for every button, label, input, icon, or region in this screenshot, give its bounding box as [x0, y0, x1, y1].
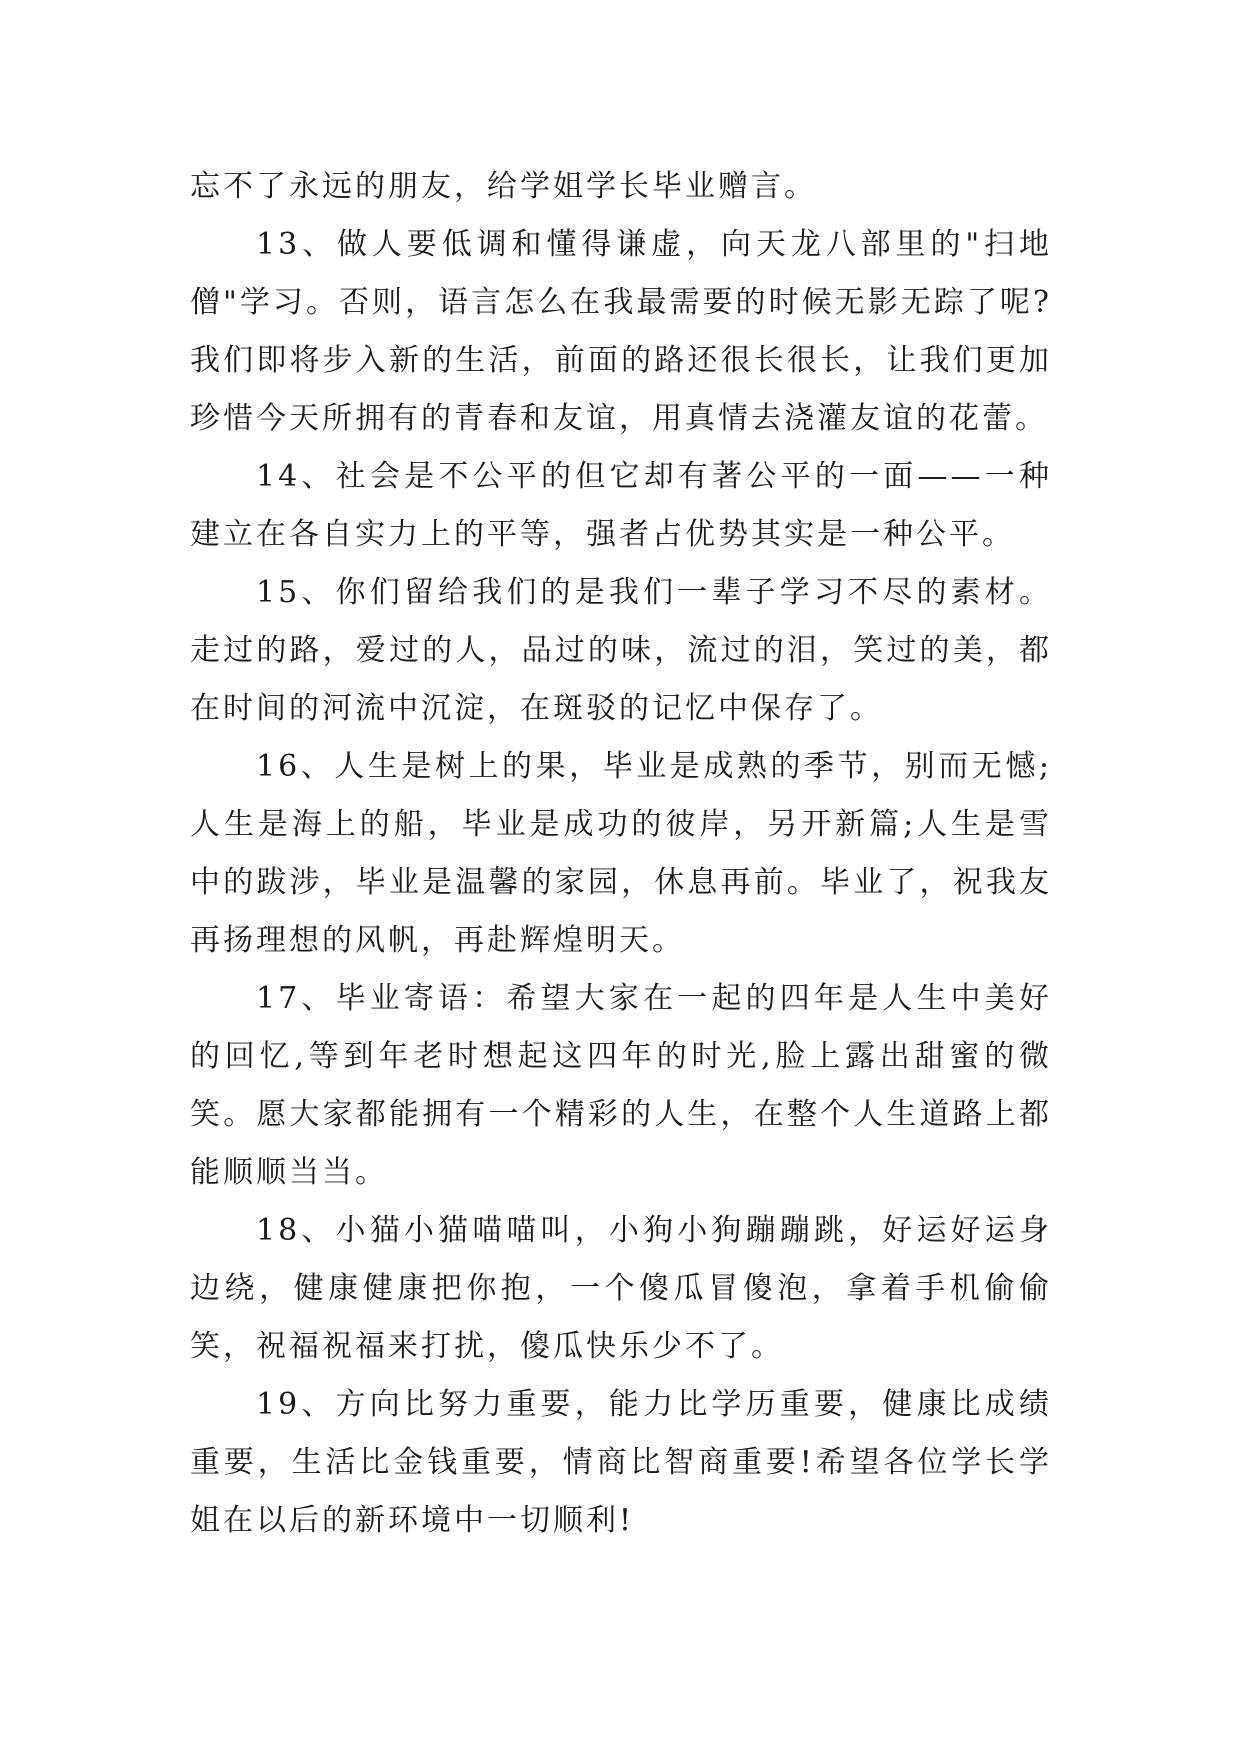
paragraph-13: 13、做人要低调和懂得谦虚，向天龙八部里的"扫地僧"学习。否则，语言怎么在我最需要的时候无影无踪了呢?我们即将步入新的生活，前面的路还很长很长，让我们更加珍惜今天所拥有的青春和友谊，用真情去浇灌友谊的花蕾。 [190, 227, 1052, 436]
paragraph-15: 15、你们留给我们的是我们一辈子学习不尽的素材。走过的路，爱过的人，品过的味，流过的泪，笑过的美，都在时间的河流中沉淀，在斑驳的记忆中保存了。 [190, 575, 1052, 726]
paragraph-18: 18、小猫小猫喵喵叫，小狗小狗蹦蹦跳，好运好运身边绕，健康健康把你抱，一个傻瓜冒傻泡，拿着手机偷偷笑，祝福祝福来打扰，傻瓜快乐少不了。 [190, 1213, 1052, 1364]
paragraph-continuation: 忘不了永远的朋友，给学姐学长毕业赠言。 [190, 169, 817, 204]
paragraph-17: 17、毕业寄语：希望大家在一起的四年是人生中美好的回忆,等到年老时想起这四年的时光,脸上露出甜蜜的微笑。愿大家都能拥有一个精彩的人生，在整个人生道路上都能顺顺当当。 [190, 981, 1052, 1190]
paragraph-19: 19、方向比努力重要，能力比学历重要，健康比成绩重要，生活比金钱重要，情商比智商重要!希望各位学长学姐在以后的新环境中一切顺利! [190, 1387, 1052, 1538]
document-body [190, 158, 1052, 1550]
paragraph-14: 14、社会是不公平的但它却有著公平的一面——一种建立在各自实力上的平等，强者占优势其实是一种公平。 [190, 459, 1052, 552]
paragraph-16: 16、人生是树上的果，毕业是成熟的季节，别而无憾;人生是海上的船，毕业是成功的彼岸，另开新篇;人生是雪中的跋涉，毕业是温馨的家园，休息再前。毕业了，祝我友再扬理想的风帆，再赴辉煌明天。 [190, 749, 1052, 958]
